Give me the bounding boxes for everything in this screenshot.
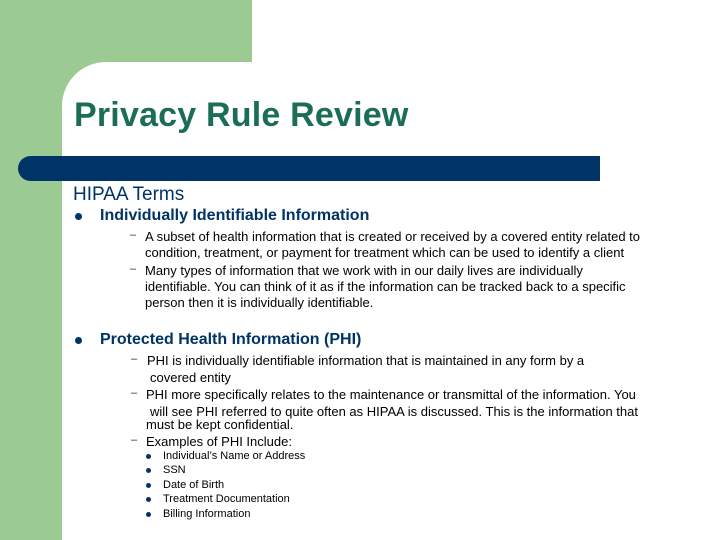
sub-bullet-line: PHI more specifically relates to the maintenance or transmittal of the information. You bbox=[146, 387, 636, 402]
sub-bullet-line: Examples of PHI Include: bbox=[146, 434, 292, 449]
bullet-icon bbox=[75, 337, 82, 344]
sub-bullet-line: identifiable. You can think of it as if the information can be tracked back to a specific bbox=[145, 279, 626, 294]
dash-icon: – bbox=[131, 387, 138, 399]
bullet-icon bbox=[146, 454, 151, 459]
dash-icon: – bbox=[131, 434, 138, 446]
dash-icon: – bbox=[130, 263, 137, 275]
sub-bullet-line: person then it is individually identifiable. bbox=[145, 295, 374, 310]
sub-bullet-line: Many types of information that we work with in our daily lives are individually bbox=[145, 263, 583, 278]
slide-body: HIPAA Terms Individually Identifiable Information – A subset of health information that is created or received by a covered entity related to condition, treatment, or payment for treatment which can be used to identify a client – Many types of information that we work with in our daily lives are individually identifiable. You can think of it as if the information can be tracked back to a specific person then it is individually identifiable. Protected Health Information (PHI) – PHI is individually identifiable information that is maintained in any form by a covered entity – PHI more specifically relates to the maintenance or transmittal of the information. You will see PHI referred to quite often as HIPAA is discussed. This is the information that must be kept confidential. – Examples of PHI Include: Individual’s Name or Address SSN Date of Birth Treatment Documentation Billing Information bbox=[73, 184, 641, 520]
bullet-icon bbox=[146, 483, 151, 488]
sub-bullet-line: will see PHI referred to quite often as HIPAA is discussed. This is the information that bbox=[150, 404, 638, 419]
dash-icon: – bbox=[131, 353, 138, 365]
bullet-icon bbox=[146, 497, 151, 502]
bullet-icon bbox=[146, 512, 151, 517]
term-heading: Individually Identifiable Information bbox=[100, 207, 370, 224]
sub-bullet-line: must be kept confidential. bbox=[146, 417, 294, 432]
sub-bullet-line: condition, treatment, or payment for treatment which can be used to identify a client bbox=[145, 245, 625, 260]
bullet-icon bbox=[75, 213, 82, 220]
bullet-icon bbox=[146, 468, 151, 473]
dash-icon: – bbox=[130, 229, 137, 241]
term-heading: Protected Health Information (PHI) bbox=[100, 331, 362, 348]
sub-bullet-line: covered entity bbox=[150, 370, 231, 385]
section-heading: HIPAA Terms bbox=[73, 184, 185, 205]
sub-bullet-line: PHI is individually identifiable information that is maintained in any form by a bbox=[147, 353, 585, 368]
slide-title: Privacy Rule Review bbox=[74, 96, 409, 134]
sub-bullet-line: A subset of health information that is created or received by a covered entity related to bbox=[145, 229, 641, 244]
